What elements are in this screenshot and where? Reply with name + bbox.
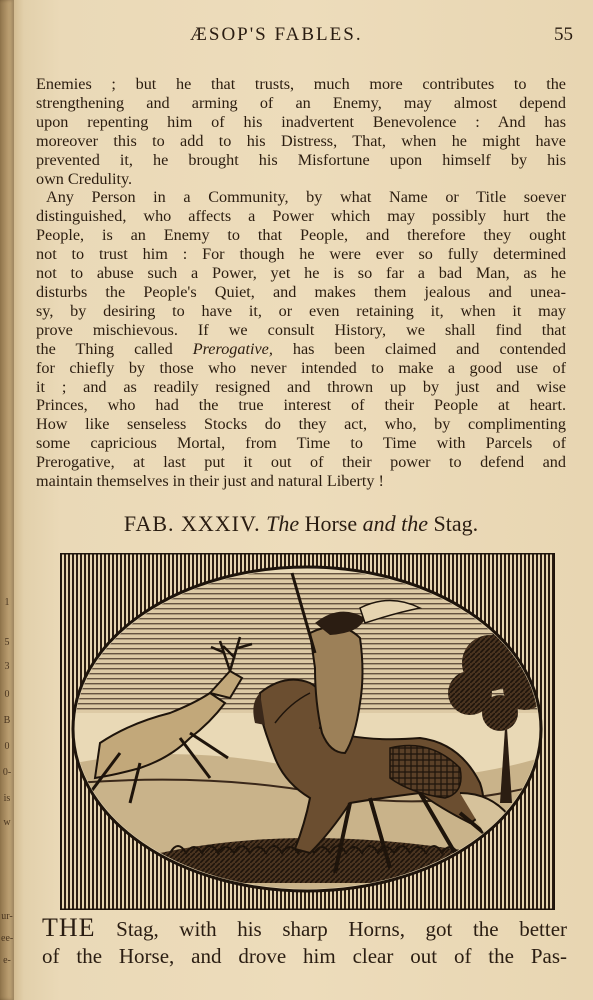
running-head: ÆSOP'S FABLES.: [190, 24, 363, 45]
text-line: [42, 914, 567, 943]
title-word: the: [401, 511, 429, 536]
text-line: for chiefly by those who never intended to make a good use of: [36, 358, 566, 377]
body-text: [36, 75, 566, 491]
fable-opening: [42, 914, 567, 970]
text-line: not to trust him : For though he were ever so fully determined: [36, 245, 566, 264]
fable-title: [36, 511, 566, 537]
gutter-mark: is: [3, 793, 11, 804]
text-line: maintain themselves in their just and natural Liberty !: [36, 472, 384, 491]
gutter-mark: 5: [4, 637, 10, 648]
paragraph-1: [36, 75, 566, 188]
book-gutter: [0, 0, 14, 1000]
text-line: own Credulity.: [36, 169, 133, 188]
gutter-mark: 0-: [2, 767, 12, 778]
title-word: and: [362, 511, 396, 536]
text-line: it ; and as readily resigned and thrown up by just and wise: [36, 377, 566, 396]
title-word: Stag.: [433, 511, 479, 536]
text-line: prevented it, he brought his Misfortune upon himself by his: [36, 150, 566, 169]
fable-number: FAB. XXXIV.: [123, 511, 261, 536]
woodcut-illustration: [60, 553, 555, 910]
text-line: Prerogative, at last put it out of their power to defend and: [36, 453, 566, 472]
text-line: not to abuse such a Power, yet he is so far a bad Man, as he: [36, 264, 566, 283]
title-word: Horse: [304, 511, 358, 536]
text-line: Enemies ; but he that trusts, much more contributes to the: [36, 75, 566, 93]
gutter-mark: 0: [4, 689, 10, 700]
text-line: Princes, who had the true interest of their People at heart.: [36, 396, 566, 415]
gutter-mark: ur-: [1, 911, 13, 922]
italic-word: Prerogative,: [192, 339, 273, 358]
text-line: People, is an Enemy to that People, and therefore they ought: [36, 226, 566, 245]
text-line: How like senseless Stocks do they act, who, by complimenting: [36, 415, 566, 434]
text-line: upon repenting him of his inadvertent Benevolence : And has: [36, 112, 566, 131]
text-line: disturbs the People's Quiet, and makes them jealous and unea-: [36, 282, 566, 301]
text-line: [36, 340, 566, 359]
title-word: The: [266, 511, 300, 536]
text-line: some capricious Mortal, from Time to Time with Parcels of: [36, 434, 566, 453]
text-line: moreover this to add to his Distress, That, when he might have: [36, 131, 566, 150]
text-line: prove mischievous. If we consult History, we shall find that: [36, 320, 566, 339]
dropcap: THE: [42, 913, 96, 942]
text-line: sy, by desiring to have it, or even retaining it, when it may: [36, 301, 566, 320]
text-run: Stag, with his sharp Horns, got the better: [116, 917, 568, 941]
text-line: strengthening and arming of an Enemy, may almost depend: [36, 93, 566, 112]
gutter-mark: ee-: [1, 933, 14, 944]
page-header: [30, 20, 573, 50]
gutter-mark: B: [3, 715, 11, 726]
gutter-mark: 3: [4, 661, 10, 672]
text-run: has been claimed and contended: [272, 339, 567, 358]
text-line: of the Horse, and drove him clear out of the Pas-: [42, 944, 567, 968]
gutter-mark: w: [3, 817, 11, 828]
gutter-mark: 0: [4, 741, 10, 752]
paragraph-2: [36, 188, 566, 491]
gutter-mark: e-: [3, 955, 11, 966]
page-number: 55: [554, 24, 573, 45]
text-line: distinguished, who affects a Power which may possibly hurt the: [36, 207, 566, 226]
text-run: the Thing called: [36, 339, 193, 358]
text-line: Any Person in a Community, by what Name or Title soever: [46, 188, 566, 207]
gutter-mark: 1: [4, 597, 10, 608]
